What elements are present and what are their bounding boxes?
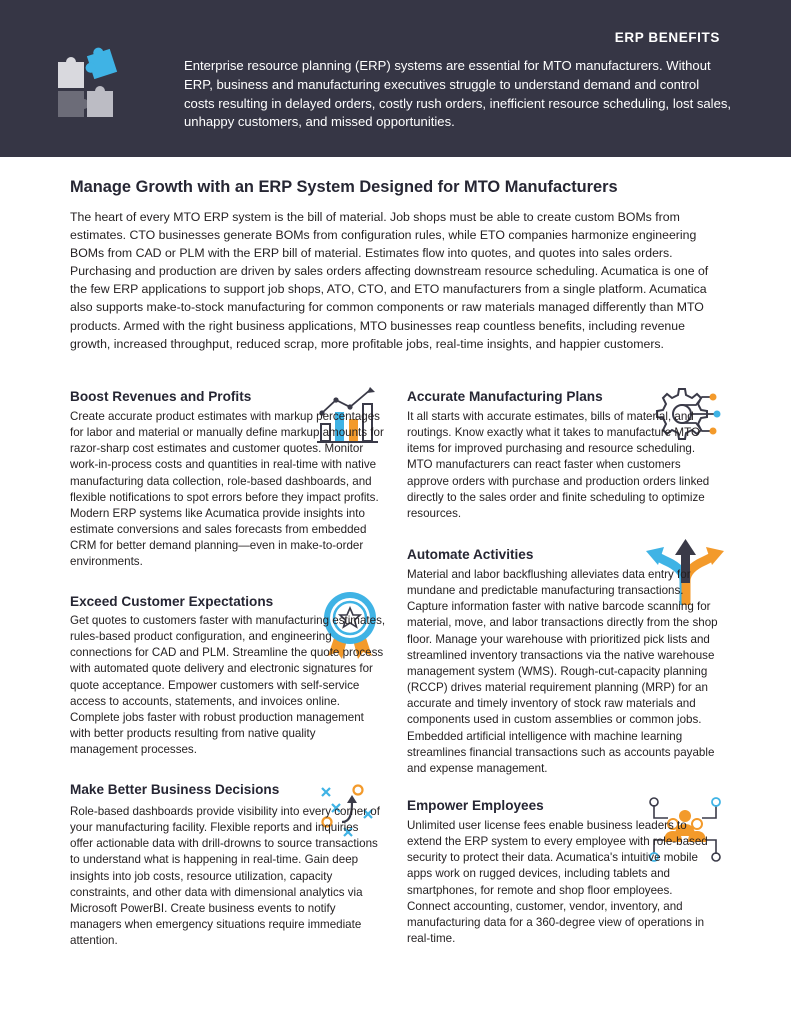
intro-paragraph: The heart of every MTO ERP system is the bill of material. Job shops must be able to create custom BOMs from estimates. CTO businesses generate BOMs from configuration rules, while ETO companies harmonize engineering BOMs from CAD or PLM with the ERP bill of material. Estimates flow into quotes, and quotes into sales orders. Purchasing and production are driven by sales orders affecting downstream resource scheduling. Acumatica is one of the few ERP applications to support job shops, ATO, CTO, and ETO manufacturers from a single platform. Acumatica also supports make-to-stock manufacturing for common components or raw materials managed differently than MTO products. Armed with the right business applications, MTO businesses reap countless benefits, including revenue growth, increased throughput, reduced scrap, more profitable jobs, real-time insights, and happier customers.: [70, 210, 709, 351]
section-body-revenue: Create accurate product estimates with markup percentages for labor and material or manually define markup amounts for razor-sharp cost estimates and customer quotes. Monitor work-in-process costs and quantities in real-time with native manufacturing data collection, role-based dashboards, and flexible notifications to spot errors before they impact profits. Modern ERP systems like Acumatica provide insights into estimate conversions and sales forecasts from embedded CRM for better demand planning—even in make-to-order environments.: [70, 410, 384, 569]
section-title-revenue: Boost Revenues and Profits: [70, 389, 252, 404]
section-body-plans: It all starts with accurate estimates, bills of material, and routings. Know exactly what it takes to manufacture MTO items for improved purchasing and resource scheduling. MTO manufacturers can react faster when customers approve orders with purchase and production orders linked directly to the sales order and finite scheduling to optimize resources.: [407, 410, 710, 520]
header-banner: [0, 0, 791, 157]
header-tag: ERP BENEFITS: [614, 30, 720, 45]
section-body-customer: Get quotes to customers faster with manufacturing estimates, rules-based product configuration, and engineering connections for CAD and PLM. Streamline the quote process with automated quote delivery and electronic signatures for quote acceptance. Empower customers with self-service access to accounts, statements, and invoices online. Complete jobs faster with robust production management with better products resulting from native quality management processes.: [70, 614, 386, 757]
section-title-decisions: Make Better Business Decisions: [70, 782, 280, 797]
puzzle-icon: [56, 44, 128, 120]
section-title-automate: Automate Activities: [407, 547, 534, 562]
section-body-employees: Unlimited user license fees enable business leaders to extend the ERP system to every employee with role-based security to protect their data. Acumatica's intuitive mobile apps work on rugged devices, including tablets and smartphones, for remote and shop floor employees. Connect accounting, customer, vendor, inventory, and manufacturing data for a 360-degree view of operations in real-time.: [407, 819, 708, 946]
section-title-employees: Empower Employees: [407, 798, 544, 813]
section-body-decisions: Role-based dashboards provide visibility into every corner of your manufacturing facility. Flexible reports and inquiries offer actionable data with drill-drowns to source transactions to understand what is happening in real-time. Gain deep insights into job costs, resource utilization, capacity constraints, and other data with dimensional analytics via Microsoft PowerBI. Create business events to notify managers when emergency situations require immediate attention.: [70, 805, 380, 948]
section-body-automate: Material and labor backflushing alleviates data entry for mundane and predictable manufacturing transactions. Capture information faster with native barcode scanning for material, move, and labor transactions directly from the shop floor. Manage your warehouse with prioritized pick lists and streamlined inventory transactions via the native warehouse management system (WMS). Rough-cut-capacity planning (RCCP) drives material requirement planning (MRP) for an accurate and timely inventory of stock raw materials and components used in custom assemblies or common jobs. Embedded artificial intelligence with machine learning streamlines financial transactions such as accounts payable and expense management.: [407, 568, 718, 775]
header-text: Enterprise resource planning (ERP) systems are essential for MTO manufacturers. Without ERP, business and manufacturing executives struggle to understand demand and control costs resulting in delayed orders, costly rush orders, inefficient resource scheduling, lost sales, unhappy customers, and missed opportunities.: [184, 58, 732, 130]
section-title-customer: Exceed Customer Expectations: [70, 594, 274, 609]
page-title: Manage Growth with an ERP System Designed for MTO Manufacturers: [70, 178, 618, 196]
section-title-plans: Accurate Manufacturing Plans: [407, 389, 603, 404]
